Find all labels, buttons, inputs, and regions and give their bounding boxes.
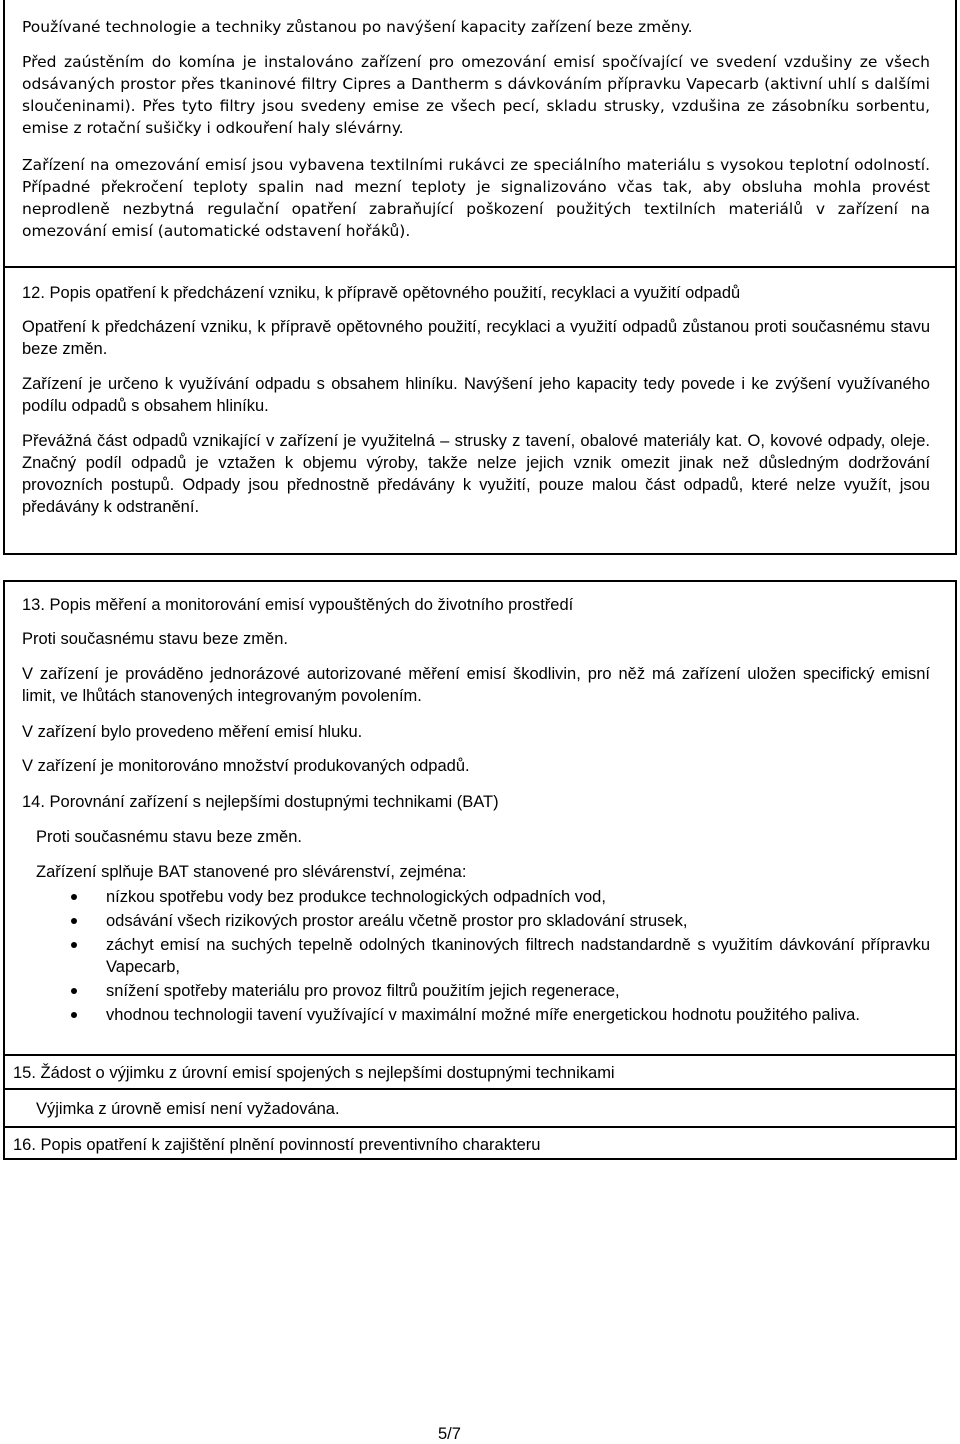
- section-divider-15: [3, 1054, 957, 1056]
- intro-paragraph-sleeves: Zařízení na omezování emisí jsou vybavena textilními rukávci ze speciálního materiálu s vysokou teplotní odolností. Případné překročení teploty spalin nad mezní teploty je signalizováno včas tak, aby obsluha mohla provést neprodleně nezbytná regulační opatření zabraňující poškození použitých textilních materiálů v zařízení na omezování emisí (automatické odstavení hořáků).: [22, 156, 930, 240]
- section-12-paragraph-3: Převážná část odpadů vznikající v zařízení je využitelná – strusky z tavení, obalové materiály kat. O, kovové odpady, oleje. Značný podíl odpadů je vztažen k objemu výroby, takže nelze jejich vznik omezit jinak než důsledným dodržování provozních postupů. Odpady jsou přednostně předávány k využití, pouze malou část odpadů, které nelze využít, jsou předávány k odstranění.: [22, 432, 930, 516]
- intro-paragraph-filters: Před zaústěním do komína je instalováno zařízení pro omezování emisí spočívající ve svedení vzdušiny ze všech odsávaných prostor přes tkaninové filtry Cipres a Dantherm s dávkováním přípravku Vapecarb (aktivní uhlí s dalšími sloučeninami). Přes tyto filtry jsou svedeny emise ze všech pecí, skladu strusky, vzdušina ze zásobníku sorbentu, emise z rotační sušičky i odkouření haly slévárny.: [22, 53, 930, 137]
- list-item: záchyt emisí na suchých tepelně odolných tkaninových filtrech nadstandardně s využitím dávkování přípravku Vapecarb,: [22, 934, 930, 978]
- section-divider-15-body: [3, 1088, 957, 1090]
- section-13-title: Popis měření a monitorování emisí vypouštěných do životního prostředí: [49, 596, 574, 614]
- bullet-icon: [71, 942, 77, 948]
- bullet-icon: [71, 988, 77, 994]
- section-12-title: Popis opatření k předcházení vzniku, k přípravě opětovného použití, recyklaci a využití odpadů: [49, 284, 741, 302]
- page-number: 5/7: [438, 1425, 461, 1443]
- section-13-paragraph-2: V zařízení je prováděno jednorázové autorizované měření emisí škodlivin, pro něž má zařízení uložen specifický emisní limit, ve lhůtách stanovených integrovaným povolením.: [22, 665, 930, 705]
- bat-criteria-list: [22, 886, 930, 1026]
- section-15-paragraph-1: Výjimka z úrovně emisí není vyžadována.: [36, 1100, 340, 1118]
- section-13-number: 13.: [22, 596, 45, 614]
- section-14-number: 14.: [22, 793, 45, 811]
- section-12-heading: [22, 282, 942, 304]
- section-12-number: 12.: [22, 284, 45, 302]
- section-14-paragraph-1: Proti současnému stavu beze změn.: [36, 828, 302, 846]
- section-13-paragraph-1: Proti současnému stavu beze změn.: [22, 630, 288, 648]
- section-14-heading: [22, 791, 942, 813]
- section-13-paragraph-3: V zařízení bylo provedeno měření emisí hluku.: [22, 723, 363, 741]
- section-15-number: 15.: [13, 1064, 36, 1082]
- section-16-title: Popis opatření k zajištění plnění povinností preventivního charakteru: [40, 1136, 541, 1154]
- intro-line: Používané technologie a techniky zůstanou po navýšení kapacity zařízení beze změny.: [22, 18, 693, 36]
- section-16-number: 16.: [13, 1136, 36, 1154]
- bullet-icon: [71, 894, 77, 900]
- bullet-icon: [71, 1012, 77, 1018]
- section-15-title: Žádost o výjimku z úrovní emisí spojených s nejlepšími dostupnými technikami: [40, 1064, 615, 1082]
- section-13-heading: [22, 594, 942, 616]
- list-item: snížení spotřeby materiálu pro provoz filtrů použitím jejich regenerace,: [22, 980, 930, 1002]
- section-divider-12: [3, 266, 957, 268]
- section-15-heading: [13, 1062, 943, 1084]
- list-item: nízkou spotřebu vody bez produkce technologických odpadních vod,: [22, 886, 930, 908]
- section-12-paragraph-1: Opatření k předcházení vzniku, k přípravě opětovného použití, recyklaci a využití odpadů zůstanou proti současnému stavu beze změn.: [22, 318, 930, 358]
- section-12-paragraph-2: Zařízení je určeno k využívání odpadu s obsahem hliníku. Navýšení jeho kapacity tedy povede i ke zvýšení využívaného podílu odpadů s obsahem hliníku.: [22, 375, 930, 415]
- section-14-paragraph-2: Zařízení splňuje BAT stanovené pro slévárenství, zejména:: [36, 863, 467, 881]
- section-divider-16: [3, 1126, 957, 1128]
- section-13-paragraph-4: V zařízení je monitorováno množství produkovaných odpadů.: [22, 757, 470, 775]
- list-item: vhodnou technologii tavení využívající v maximální možné míře energetickou hodnotu použitého paliva.: [22, 1004, 930, 1026]
- list-item: odsávání všech rizikových prostor areálu včetně prostor pro skladování strusek,: [22, 910, 930, 932]
- section-14-title: Porovnání zařízení s nejlepšími dostupnými technikami (BAT): [49, 793, 499, 811]
- bullet-icon: [71, 918, 77, 924]
- section-16-heading: [13, 1134, 943, 1156]
